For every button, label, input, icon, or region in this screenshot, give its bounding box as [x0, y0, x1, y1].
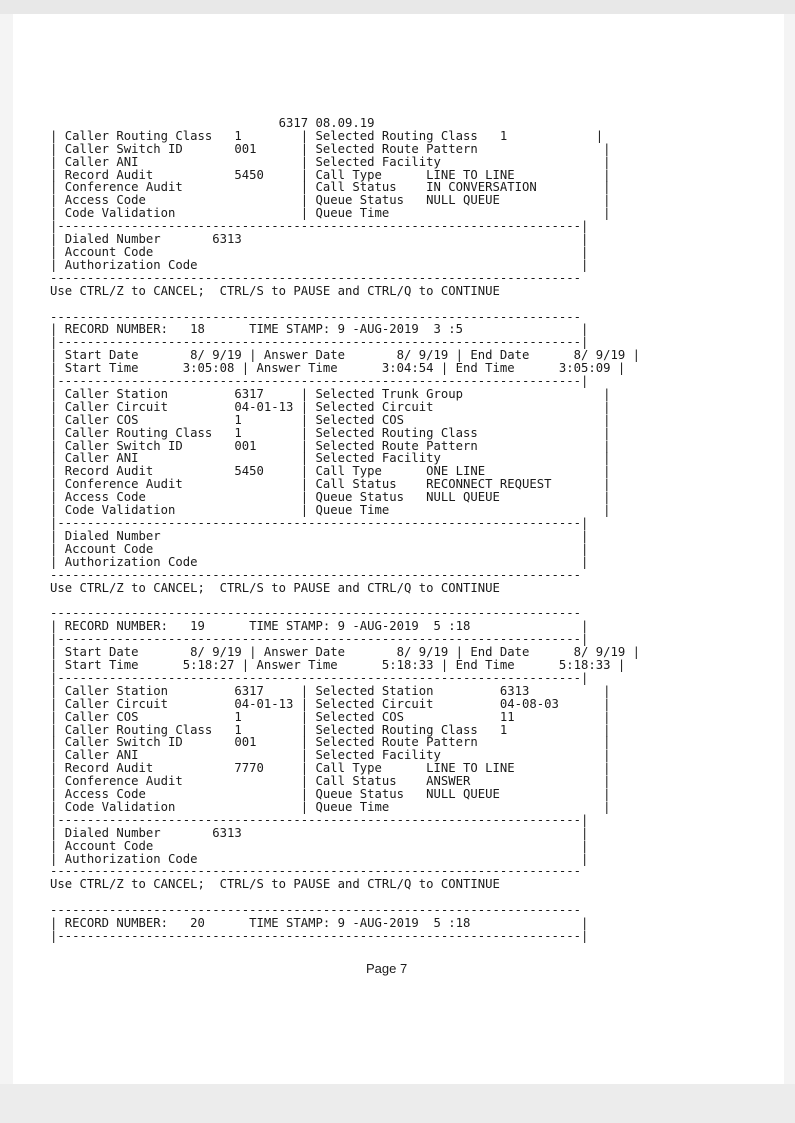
report-line: |-----------------------------------------------------------------------| — [50, 812, 589, 827]
report-line: | Authorization Code | — [50, 851, 589, 866]
report-line: | Dialed Number | — [50, 528, 589, 543]
report-line: | Record Audit 5450 | Call Type LINE TO LINE | — [50, 167, 611, 182]
report-line: | Conference Audit | Call Status RECONNECT REQUEST | — [50, 477, 611, 492]
report-line: | Caller Switch ID 001 | Selected Route Pattern | — [50, 141, 611, 156]
report-line: | Record Audit 5450 | Call Type ONE LINE | — [50, 464, 611, 479]
report-line: | Caller Switch ID 001 | Selected Route Pattern | — [50, 438, 611, 453]
report-line: ------------------------------------------------------------------------ — [50, 903, 582, 918]
report-line: |-----------------------------------------------------------------------| — [50, 374, 589, 389]
report-line: Use CTRL/Z to CANCEL; CTRL/S to PAUSE and CTRL/Q to CONTINUE — [50, 580, 500, 595]
report-line: |-----------------------------------------------------------------------| — [50, 516, 589, 530]
report-line: | Caller Station 6317 | Selected Trunk Group | — [50, 386, 611, 401]
report-line: | Record Audit 7770 | Call Type LINE TO LINE | — [50, 761, 611, 776]
report-line: | Dialed Number 6313 | — [50, 825, 589, 840]
report-line: 6317 08.09.19 — [50, 115, 375, 130]
report-line: Use CTRL/Z to CANCEL; CTRL/S to PAUSE and CTRL/Q to CONTINUE — [50, 283, 500, 298]
report-line: |-----------------------------------------------------------------------| — [50, 929, 589, 943]
report-line: ------------------------------------------------------------------------ — [50, 567, 582, 582]
report-line: | Code Validation | Queue Time | — [50, 206, 611, 221]
report-line: | Start Date 8/ 9/19 | Answer Date 8/ 9/19 | End Date 8/ 9/19 | — [50, 348, 641, 363]
report-line: | Start Date 8/ 9/19 | Answer Date 8/ 9/19 | End Date 8/ 9/19 | — [50, 645, 641, 660]
scan-top-margin — [0, 0, 795, 14]
report-line: | Conference Audit | Call Status ANSWER | — [50, 774, 611, 789]
report-line: ------------------------------------------------------------------------ — [50, 270, 582, 285]
report-line: | Start Time 5:18:27 | Answer Time 5:18:33 | End Time 5:18:33 | — [50, 657, 626, 672]
report-line: | Caller ANI | Selected Facility | — [50, 451, 611, 466]
report-line: | Caller ANI | Selected Facility | — [50, 154, 611, 169]
report-line: ------------------------------------------------------------------------ — [50, 606, 582, 621]
report-line: | Caller Circuit 04-01-13 | Selected Circuit | — [50, 399, 611, 414]
report-line: ------------------------------------------------------------------------ — [50, 309, 582, 324]
report-line: | Caller COS 1 | Selected COS 11 | — [50, 709, 611, 724]
report-line: | Caller Routing Class 1 | Selected Routing Class 1 | — [50, 128, 604, 143]
report-line: | Account Code | — [50, 838, 589, 853]
report-line: Use CTRL/Z to CANCEL; CTRL/S to PAUSE and CTRL/Q to CONTINUE — [50, 877, 500, 892]
report-line: |-----------------------------------------------------------------------| — [50, 219, 589, 234]
report-line: | Code Validation | Queue Time | — [50, 799, 611, 814]
report-line: | Caller Circuit 04-01-13 | Selected Circuit 04-08-03 | — [50, 696, 611, 711]
report-line: | Caller Routing Class 1 | Selected Routing Class 1 | — [50, 722, 611, 737]
report-line: | RECORD NUMBER: 20 TIME STAMP: 9 -AUG-2019 5 :18 | — [50, 916, 589, 931]
report-line: ------------------------------------------------------------------------ — [50, 864, 582, 879]
report-line: | Access Code | Queue Status NULL QUEUE | — [50, 490, 611, 505]
report-line: | Caller COS 1 | Selected COS | — [50, 412, 611, 427]
report-line: | Access Code | Queue Status NULL QUEUE | — [50, 787, 611, 802]
report-line: | Authorization Code | — [50, 257, 589, 272]
report-line: | Caller Station 6317 | Selected Station 6313 | — [50, 683, 611, 698]
report-line: | RECORD NUMBER: 19 TIME STAMP: 9 -AUG-2019 5 :18 | — [50, 619, 589, 634]
report-line: | Start Time 3:05:08 | Answer Time 3:04:54 | End Time 3:05:09 | — [50, 361, 626, 376]
report-line: |-----------------------------------------------------------------------| — [50, 632, 589, 647]
report-line: | Account Code | — [50, 244, 589, 259]
report-line: | Access Code | Queue Status NULL QUEUE | — [50, 193, 611, 208]
call-record-report — [50, 104, 640, 943]
report-line: | RECORD NUMBER: 18 TIME STAMP: 9 -AUG-2019 3 :5 | — [50, 322, 589, 337]
report-line: |-----------------------------------------------------------------------| — [50, 670, 589, 685]
scan-bottom-margin — [0, 1084, 795, 1123]
report-line: | Caller Switch ID 001 | Selected Route Pattern | — [50, 735, 611, 750]
report-line: | Code Validation | Queue Time | — [50, 503, 611, 518]
report-line: | Account Code | — [50, 541, 589, 556]
report-line: | Authorization Code | — [50, 554, 589, 569]
report-line: | Conference Audit | Call Status IN CONVERSATION | — [50, 180, 611, 195]
report-line: | Caller Routing Class 1 | Selected Routing Class | — [50, 425, 611, 440]
page-number: Page 7 — [366, 961, 408, 976]
report-line: |-----------------------------------------------------------------------| — [50, 335, 589, 350]
report-line: | Dialed Number 6313 | — [50, 232, 589, 247]
report-line: | Caller ANI | Selected Facility | — [50, 748, 611, 763]
